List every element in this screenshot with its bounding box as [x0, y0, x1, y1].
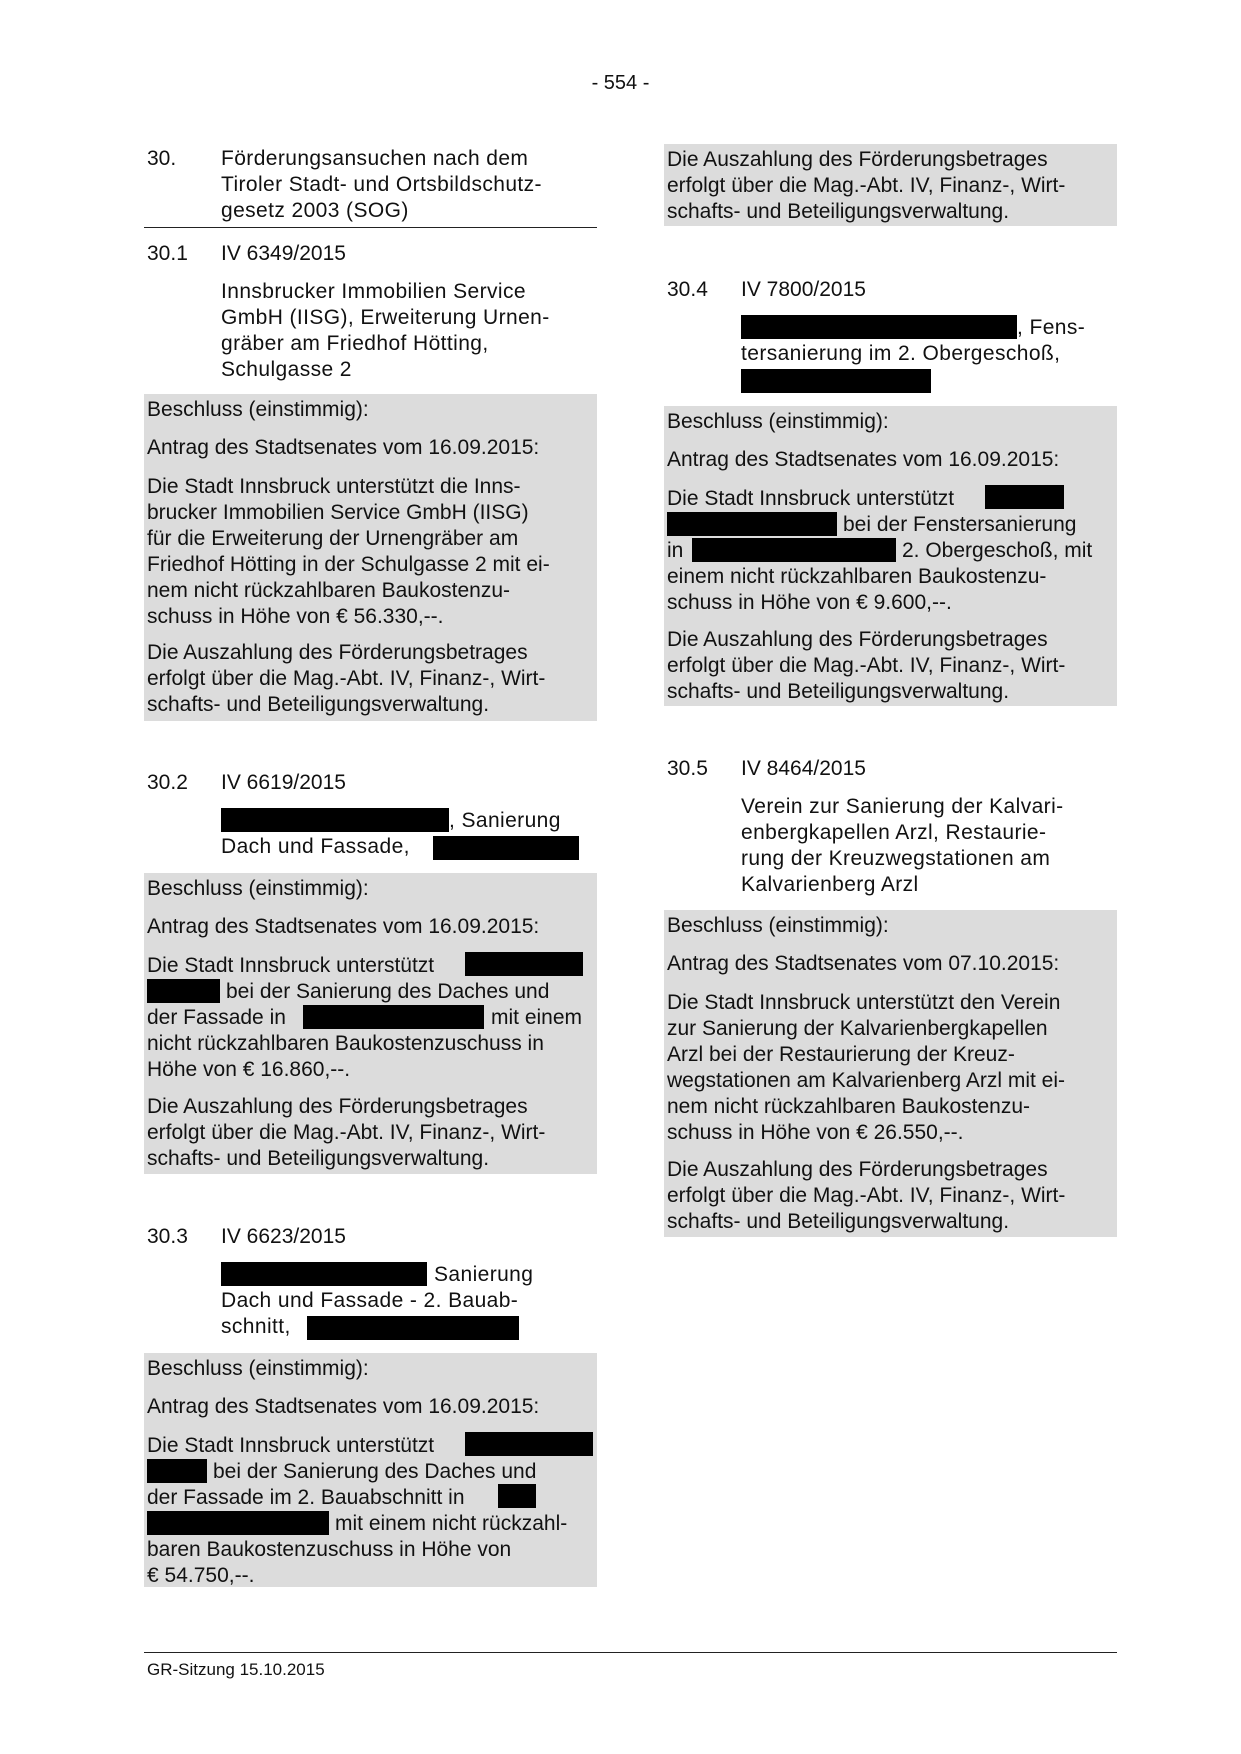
item-subject-line: enbergkapellen Arzl, Restaurie-: [741, 821, 1047, 844]
resolution-text-line: 2. Obergeschoß, mit: [902, 539, 1093, 562]
payout-text-line: Die Auszahlung des Förderungsbetrages: [667, 1158, 1048, 1181]
redaction-bar: [465, 952, 583, 976]
resolution-text-line: bei der Sanierung des Daches und: [213, 1460, 537, 1483]
resolution-text-line: Die Stadt Innsbruck unterstützt: [667, 487, 955, 510]
payout-text-line: erfolgt über die Mag.-Abt. IV, Finanz-, Wirt-: [667, 174, 1066, 197]
section-number: 30.: [147, 147, 177, 170]
resolution-text-line: in: [667, 539, 684, 562]
item-number: 30.3: [147, 1225, 188, 1248]
payout-text-line: Die Auszahlung des Förderungsbetrages: [667, 628, 1048, 651]
item-subject-line: Dach und Fassade - 2. Bauab-: [221, 1289, 519, 1312]
item-subject-line: GmbH (IISG), Erweiterung Urnen-: [221, 306, 550, 329]
resolution-label: Beschluss (einstimmig):: [667, 410, 889, 433]
item-subject-line: Innsbrucker Immobilien Service: [221, 280, 526, 303]
payout-text-line: Die Auszahlung des Förderungsbetrages: [667, 148, 1048, 171]
resolution-text-line: schuss in Höhe von € 56.330,--.: [147, 605, 444, 628]
payout-text-line: erfolgt über die Mag.-Abt. IV, Finanz-, Wirt-: [147, 667, 546, 690]
section-title-line: Förderungsansuchen nach dem: [221, 147, 529, 170]
motion-date: Antrag des Stadtsenates vom 16.09.2015:: [147, 436, 540, 459]
resolution-text-line: nem nicht rückzahlbaren Baukostenzu-: [147, 579, 511, 602]
resolution-text-line: mit einem: [491, 1006, 583, 1029]
redaction-bar: [307, 1316, 519, 1340]
item-subject-line: Schulgasse 2: [221, 358, 352, 381]
item-subject-line: Dach und Fassade,: [221, 835, 410, 858]
resolution-text-line: Höhe von € 16.860,--.: [147, 1058, 351, 1081]
motion-date: Antrag des Stadtsenates vom 16.09.2015:: [667, 448, 1060, 471]
resolution-text-line: schuss in Höhe von € 9.600,--.: [667, 591, 952, 614]
item-subject-line: tersanierung im 2. Obergeschoß,: [741, 342, 1061, 365]
payout-text-line: schafts- und Beteiligungsverwaltung.: [667, 1210, 1010, 1233]
redaction-bar: [985, 485, 1064, 509]
redaction-bar: [147, 1459, 207, 1483]
resolution-text-line: schuss in Höhe von € 26.550,--.: [667, 1121, 964, 1144]
resolution-text-line: Friedhof Hötting in der Schulgasse 2 mit ei-: [147, 553, 550, 576]
resolution-text-line: € 54.750,--.: [147, 1564, 255, 1587]
resolution-text-line: brucker Immobilien Service GmbH (IISG): [147, 501, 529, 524]
payout-text-line: schafts- und Beteiligungsverwaltung.: [667, 680, 1010, 703]
redaction-bar: [147, 979, 220, 1003]
payout-text-line: schafts- und Beteiligungsverwaltung.: [147, 1147, 490, 1170]
page-number: - 554 -: [591, 72, 650, 94]
item-subject-line: rung der Kreuzwegstationen am: [741, 847, 1051, 870]
resolution-text-line: mit einem nicht rückzahl-: [335, 1512, 568, 1535]
redaction-bar: [303, 1005, 484, 1029]
item-subject-line: gräber am Friedhof Hötting,: [221, 332, 489, 355]
resolution-text-line: bei der Sanierung des Daches und: [226, 980, 550, 1003]
redaction-bar: [221, 1262, 427, 1286]
item-subject-line: Verein zur Sanierung der Kalvari-: [741, 795, 1064, 818]
resolution-text-line: Arzl bei der Restaurierung der Kreuz-: [667, 1043, 1015, 1066]
item-subject-line: , Fens-: [1017, 316, 1086, 339]
resolution-text-line: einem nicht rückzahlbaren Baukostenzu-: [667, 565, 1047, 588]
item-number: 30.4: [667, 278, 708, 301]
item-number: 30.1: [147, 242, 188, 265]
resolution-text-line: Die Stadt Innsbruck unterstützt den Verein: [667, 991, 1061, 1014]
item-reference: IV 6349/2015: [221, 242, 346, 265]
item-subject-line: Sanierung: [434, 1263, 534, 1286]
payout-text-line: erfolgt über die Mag.-Abt. IV, Finanz-, Wirt-: [147, 1121, 546, 1144]
resolution-label: Beschluss (einstimmig):: [147, 877, 369, 900]
resolution-text-line: für die Erweiterung der Urnengräber am: [147, 527, 519, 550]
redaction-bar: [498, 1484, 536, 1508]
resolution-text-line: der Fassade im 2. Bauabschnitt in: [147, 1486, 465, 1509]
item-number: 30.2: [147, 771, 188, 794]
redaction-bar: [741, 369, 931, 393]
item-reference: IV 7800/2015: [741, 278, 866, 301]
payout-text-line: Die Auszahlung des Förderungsbetrages: [147, 1095, 528, 1118]
payout-text-line: schafts- und Beteiligungsverwaltung.: [667, 200, 1010, 223]
payout-text-line: Die Auszahlung des Förderungsbetrages: [147, 641, 528, 664]
item-reference: IV 6623/2015: [221, 1225, 346, 1248]
item-subject-line: Kalvarienberg Arzl: [741, 873, 919, 896]
redaction-bar: [667, 512, 837, 536]
motion-date: Antrag des Stadtsenates vom 16.09.2015:: [147, 915, 540, 938]
motion-date: Antrag des Stadtsenates vom 07.10.2015:: [667, 952, 1060, 975]
item-number: 30.5: [667, 757, 708, 780]
item-reference: IV 8464/2015: [741, 757, 866, 780]
resolution-text-line: Die Stadt Innsbruck unterstützt die Inns-: [147, 475, 521, 498]
resolution-label: Beschluss (einstimmig):: [147, 1357, 369, 1380]
footer-text: GR-Sitzung 15.10.2015: [147, 1660, 325, 1679]
payout-text-line: erfolgt über die Mag.-Abt. IV, Finanz-, Wirt-: [667, 1184, 1066, 1207]
redaction-bar: [147, 1511, 329, 1535]
redaction-bar: [221, 808, 449, 832]
item-subject-line: , Sanierung: [449, 809, 561, 832]
resolution-label: Beschluss (einstimmig):: [667, 914, 889, 937]
resolution-text-line: nicht rückzahlbaren Baukostenzuschuss in: [147, 1032, 544, 1055]
section-title-rule: [144, 227, 597, 228]
footer-rule: [144, 1652, 1117, 1653]
resolution-text-line: Die Stadt Innsbruck unterstützt: [147, 1434, 435, 1457]
redaction-bar: [465, 1432, 593, 1456]
redaction-bar: [692, 538, 896, 562]
motion-date: Antrag des Stadtsenates vom 16.09.2015:: [147, 1395, 540, 1418]
item-reference: IV 6619/2015: [221, 771, 346, 794]
resolution-text-line: baren Baukostenzuschuss in Höhe von: [147, 1538, 512, 1561]
resolution-text-line: Die Stadt Innsbruck unterstützt: [147, 954, 435, 977]
redaction-bar: [433, 836, 579, 860]
section-title-line: Tiroler Stadt- und Ortsbildschutz-: [221, 173, 542, 196]
resolution-text-line: nem nicht rückzahlbaren Baukostenzu-: [667, 1095, 1031, 1118]
resolution-text-line: zur Sanierung der Kalvarienbergkapellen: [667, 1017, 1048, 1040]
resolution-text-line: wegstationen am Kalvarienberg Arzl mit ei-: [667, 1069, 1066, 1092]
resolution-label: Beschluss (einstimmig):: [147, 398, 369, 421]
resolution-text-line: bei der Fenstersanierung: [843, 513, 1077, 536]
redaction-bar: [741, 315, 1017, 339]
resolution-text-line: der Fassade in: [147, 1006, 286, 1029]
payout-text-line: erfolgt über die Mag.-Abt. IV, Finanz-, Wirt-: [667, 654, 1066, 677]
payout-text-line: schafts- und Beteiligungsverwaltung.: [147, 693, 490, 716]
item-subject-line: schnitt,: [221, 1315, 291, 1338]
section-title-line: gesetz 2003 (SOG): [221, 199, 409, 222]
